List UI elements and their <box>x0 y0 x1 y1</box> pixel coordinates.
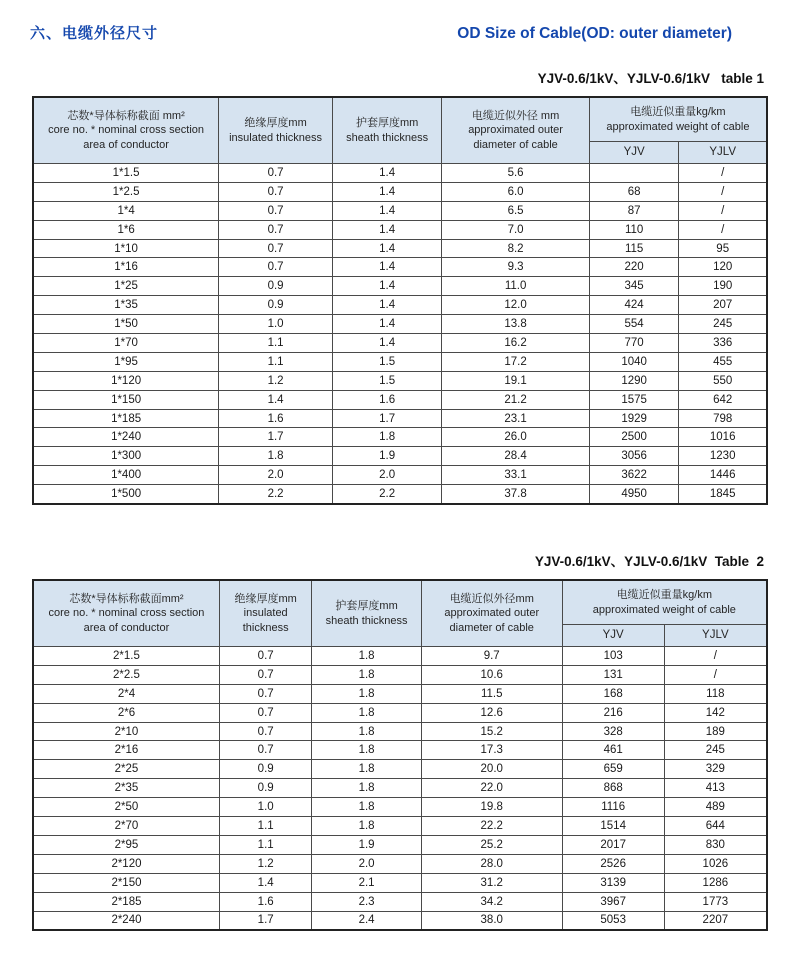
table-row <box>33 798 767 817</box>
table-cell: 1845 <box>679 485 767 504</box>
table-cell: 455 <box>679 352 767 371</box>
header-line: 芯数*导体标称截面 mm² <box>67 110 185 123</box>
table-cell: 1.9 <box>312 835 421 854</box>
table-cell: 2526 <box>562 854 664 873</box>
header-line: 电缆近似重量kg/km <box>616 589 713 602</box>
table-cell: 1.4 <box>332 220 441 239</box>
table-cell: 2.0 <box>332 466 441 485</box>
table-cell: 644 <box>664 817 767 836</box>
header-line: core no. * nominal cross section <box>48 124 205 137</box>
table-cell: 22.2 <box>421 817 562 836</box>
od-size-table-2 <box>32 579 768 931</box>
table-cell: 1.6 <box>219 409 333 428</box>
header-weight <box>562 580 767 625</box>
table-cell: 3622 <box>589 466 679 485</box>
table-cell: 7.0 <box>442 220 590 239</box>
header-line: 电缆近似外径mm <box>449 593 534 606</box>
table-row <box>33 409 767 428</box>
table-cell: 1.4 <box>332 315 441 334</box>
table-cell: 2.0 <box>312 854 421 873</box>
table-cell: 1773 <box>664 892 767 911</box>
table-cell: 328 <box>562 722 664 741</box>
table-cell: 642 <box>679 390 767 409</box>
table-cell: 0.7 <box>219 239 333 258</box>
header-line: 电缆近似外径 mm <box>471 110 560 123</box>
table-cell: 1*1.5 <box>33 164 219 183</box>
table-cell: 1.2 <box>219 854 311 873</box>
table-cell: 1.0 <box>219 315 333 334</box>
header-yjlv: YJLV <box>679 142 767 164</box>
table-cell: 1.8 <box>312 817 421 836</box>
table-cell: 19.8 <box>421 798 562 817</box>
table-cell: 2.3 <box>312 892 421 911</box>
table-cell: 1.7 <box>219 428 333 447</box>
table-cell: 1.7 <box>219 911 311 930</box>
table-cell: 13.8 <box>442 315 590 334</box>
table-cell: 19.1 <box>442 371 590 390</box>
table-cell: 1.4 <box>332 258 441 277</box>
table-cell: 0.9 <box>219 760 311 779</box>
table-cell: 345 <box>589 277 679 296</box>
table-cell: 1.8 <box>312 665 421 684</box>
table-cell: 1*120 <box>33 371 219 390</box>
table-cell: 1116 <box>562 798 664 817</box>
table-cell: 3139 <box>562 873 664 892</box>
table-cell: 28.0 <box>421 854 562 873</box>
table-cell: 2.1 <box>312 873 421 892</box>
table-cell: 0.7 <box>219 258 333 277</box>
header-weight <box>589 97 767 142</box>
table-1-caption: YJV-0.6/1kV、YJLV-0.6/1kV table 1 <box>537 71 764 86</box>
table-cell: 329 <box>664 760 767 779</box>
table-cell: 659 <box>562 760 664 779</box>
table-cell: 207 <box>679 296 767 315</box>
table-cell: 28.4 <box>442 447 590 466</box>
table-row <box>33 665 767 684</box>
table-cell: 220 <box>589 258 679 277</box>
table-cell: 1.8 <box>312 760 421 779</box>
table-row <box>33 182 767 201</box>
table-cell: 1.4 <box>332 164 441 183</box>
table-cell: 110 <box>589 220 679 239</box>
table-cell: 1*240 <box>33 428 219 447</box>
table-cell: 0.7 <box>219 665 311 684</box>
table-2-header <box>33 580 767 647</box>
table-cell: 2*35 <box>33 779 219 798</box>
table-cell: 1*500 <box>33 485 219 504</box>
header-line: core no. * nominal cross section <box>48 607 205 620</box>
table-cell: 0.7 <box>219 220 333 239</box>
table-cell: 770 <box>589 334 679 353</box>
table-cell: 1.8 <box>312 684 421 703</box>
table-cell: 2500 <box>589 428 679 447</box>
table-cell: 2*240 <box>33 911 219 930</box>
table-cell: 1*25 <box>33 277 219 296</box>
table-cell: 1*50 <box>33 315 219 334</box>
table-row <box>33 352 767 371</box>
table-cell: 830 <box>664 835 767 854</box>
table-cell: 0.7 <box>219 684 311 703</box>
header-line: diameter of cable <box>449 621 534 634</box>
table-cell: 1*4 <box>33 201 219 220</box>
table-cell: 2*10 <box>33 722 219 741</box>
table-cell: 17.3 <box>421 741 562 760</box>
table-cell: 2*2.5 <box>33 665 219 684</box>
table-cell: 1040 <box>589 352 679 371</box>
table-cell: 1.4 <box>332 334 441 353</box>
table-cell: 12.6 <box>421 703 562 722</box>
table-cell: 1286 <box>664 873 767 892</box>
page-title-english: OD Size of Cable(OD: outer diameter) <box>457 25 732 42</box>
header-line: area of conductor <box>83 138 169 151</box>
table-row <box>33 201 767 220</box>
table-row <box>33 854 767 873</box>
table-cell: 489 <box>664 798 767 817</box>
table-cell: 1.4 <box>332 239 441 258</box>
table-cell: 245 <box>679 315 767 334</box>
table-cell: 1.6 <box>332 390 441 409</box>
header-line: thickness <box>242 621 289 634</box>
table-cell: 21.2 <box>442 390 590 409</box>
table-cell: 2*50 <box>33 798 219 817</box>
table-cell: 9.7 <box>421 647 562 666</box>
table-cell: / <box>679 220 767 239</box>
table-cell: 1.8 <box>312 798 421 817</box>
table-cell: 87 <box>589 201 679 220</box>
table-cell: 1.9 <box>332 447 441 466</box>
table-cell: 103 <box>562 647 664 666</box>
table-cell: 1290 <box>589 371 679 390</box>
table-cell: 2*185 <box>33 892 219 911</box>
table-cell: 11.5 <box>421 684 562 703</box>
table-cell: 1*185 <box>33 409 219 428</box>
table-cell: 0.7 <box>219 722 311 741</box>
table-cell: 189 <box>664 722 767 741</box>
table-cell: 34.2 <box>421 892 562 911</box>
table-cell: 1.4 <box>219 390 333 409</box>
table-cell: 1446 <box>679 466 767 485</box>
table-row <box>33 835 767 854</box>
header-yjv: YJV <box>562 625 664 647</box>
header-line: approximated weight of cable <box>606 120 750 133</box>
table-cell: 1*2.5 <box>33 182 219 201</box>
table-cell: / <box>679 164 767 183</box>
table-cell: 16.2 <box>442 334 590 353</box>
table-row <box>33 466 767 485</box>
table-cell: 424 <box>589 296 679 315</box>
table-cell: 1026 <box>664 854 767 873</box>
table-row <box>33 485 767 504</box>
table-row <box>33 760 767 779</box>
table-cell: 1*16 <box>33 258 219 277</box>
table-cell: 461 <box>562 741 664 760</box>
header-line: approximated weight of cable <box>592 603 736 616</box>
header-outer-diameter <box>442 97 590 164</box>
table-cell: 1.8 <box>332 428 441 447</box>
table-cell: 3967 <box>562 892 664 911</box>
header-yjlv: YJLV <box>664 625 767 647</box>
header-line: approximated outer <box>444 607 540 620</box>
table-row <box>33 220 767 239</box>
table-cell: 0.9 <box>219 277 333 296</box>
table-cell: 20.0 <box>421 760 562 779</box>
table-cell: 95 <box>679 239 767 258</box>
table-cell: 120 <box>679 258 767 277</box>
table-cell: 1*95 <box>33 352 219 371</box>
table-cell: 2.4 <box>312 911 421 930</box>
table-cell: 4950 <box>589 485 679 504</box>
table-cell: 8.2 <box>442 239 590 258</box>
table-cell: 0.7 <box>219 164 333 183</box>
table-cell: 1.4 <box>219 873 311 892</box>
table-row <box>33 239 767 258</box>
table-row <box>33 911 767 930</box>
table-row <box>33 779 767 798</box>
table-cell: 1.5 <box>332 352 441 371</box>
table-cell: 38.0 <box>421 911 562 930</box>
table-row <box>33 258 767 277</box>
table-cell: 9.3 <box>442 258 590 277</box>
table-row <box>33 164 767 183</box>
table-row <box>33 703 767 722</box>
table-cell: 15.2 <box>421 722 562 741</box>
table-cell: 2*6 <box>33 703 219 722</box>
table-cell: 5.6 <box>442 164 590 183</box>
table-row <box>33 447 767 466</box>
table-cell: 0.7 <box>219 201 333 220</box>
table-row <box>33 892 767 911</box>
header-line: 电缆近似重量kg/km <box>630 106 726 119</box>
table-cell: 17.2 <box>442 352 590 371</box>
table-cell: 216 <box>562 703 664 722</box>
table-cell: 0.7 <box>219 741 311 760</box>
header-line: sheath thickness <box>346 131 429 144</box>
table-cell: 2*150 <box>33 873 219 892</box>
od-size-table-1 <box>32 96 768 505</box>
table-cell: 1.8 <box>312 741 421 760</box>
table-1-body <box>33 164 767 505</box>
table-cell: 1.4 <box>332 296 441 315</box>
table-row <box>33 296 767 315</box>
table-row <box>33 315 767 334</box>
table-row <box>33 684 767 703</box>
table-cell: 5053 <box>562 911 664 930</box>
header-line: 芯数*导体标称截面mm² <box>69 593 184 606</box>
table-cell: 1*400 <box>33 466 219 485</box>
table-cell: 131 <box>562 665 664 684</box>
header-core-section <box>33 97 219 164</box>
table-cell: 1.8 <box>312 779 421 798</box>
table-cell: 0.7 <box>219 647 311 666</box>
header-yjv: YJV <box>589 142 679 164</box>
table-cell: 336 <box>679 334 767 353</box>
table-cell: 1.5 <box>332 371 441 390</box>
header-line: 护套厚度mm <box>335 600 398 613</box>
table-cell: 1*70 <box>33 334 219 353</box>
table-row <box>33 371 767 390</box>
table-cell: / <box>679 201 767 220</box>
table-cell: 142 <box>664 703 767 722</box>
table-cell: 1929 <box>589 409 679 428</box>
table-cell: 37.8 <box>442 485 590 504</box>
header-core-section <box>33 580 219 647</box>
table-cell: 1.1 <box>219 334 333 353</box>
table-cell: 1.4 <box>332 182 441 201</box>
table-row <box>33 817 767 836</box>
table-cell: 554 <box>589 315 679 334</box>
table-cell: 1*6 <box>33 220 219 239</box>
table-cell: / <box>664 665 767 684</box>
page-header <box>0 0 800 43</box>
table-cell: 1*10 <box>33 239 219 258</box>
table-cell: 1.8 <box>219 447 333 466</box>
table-row <box>33 277 767 296</box>
table-cell: 31.2 <box>421 873 562 892</box>
table-cell: 0.7 <box>219 182 333 201</box>
header-outer-diameter <box>421 580 562 647</box>
table-cell: 1*35 <box>33 296 219 315</box>
table-cell: 2207 <box>664 911 767 930</box>
table-cell: 11.0 <box>442 277 590 296</box>
table-cell: 1*150 <box>33 390 219 409</box>
table-cell <box>589 164 679 183</box>
table-cell: 2017 <box>562 835 664 854</box>
table-cell: 168 <box>562 684 664 703</box>
table-cell: 118 <box>664 684 767 703</box>
table-cell: 0.9 <box>219 779 311 798</box>
header-line: area of conductor <box>83 621 170 634</box>
table-row <box>33 741 767 760</box>
table-cell: 3056 <box>589 447 679 466</box>
header-line: insulated <box>243 607 288 620</box>
table-row <box>33 390 767 409</box>
table-cell: 33.1 <box>442 466 590 485</box>
table-cell: 68 <box>589 182 679 201</box>
table-cell: 1.0 <box>219 798 311 817</box>
table-cell: 2.0 <box>219 466 333 485</box>
table-cell: 1.8 <box>312 722 421 741</box>
table-cell: 245 <box>664 741 767 760</box>
table-cell: 22.0 <box>421 779 562 798</box>
table-cell: 1.1 <box>219 352 333 371</box>
table-2-body <box>33 647 767 931</box>
table-cell: 1.7 <box>332 409 441 428</box>
table-cell: 1.8 <box>312 647 421 666</box>
table-cell: 1.4 <box>332 277 441 296</box>
header-line: 绝缘厚度mm <box>244 117 307 130</box>
table-cell: 26.0 <box>442 428 590 447</box>
table-cell: 6.0 <box>442 182 590 201</box>
header-line: sheath thickness <box>325 614 408 627</box>
table-cell: 798 <box>679 409 767 428</box>
table-cell: 190 <box>679 277 767 296</box>
table-cell: 1.1 <box>219 817 311 836</box>
table-cell: 0.7 <box>219 703 311 722</box>
table-cell: 2.2 <box>219 485 333 504</box>
table-cell: 1575 <box>589 390 679 409</box>
table-row <box>33 722 767 741</box>
table-cell: 0.9 <box>219 296 333 315</box>
table-cell: 1514 <box>562 817 664 836</box>
table-cell: 1.8 <box>312 703 421 722</box>
header-line: approximated outer <box>468 124 563 137</box>
table-cell: 550 <box>679 371 767 390</box>
table-cell: 413 <box>664 779 767 798</box>
table-cell: 2*70 <box>33 817 219 836</box>
table-row <box>33 647 767 666</box>
table-cell: 1.1 <box>219 835 311 854</box>
table-cell: 1230 <box>679 447 767 466</box>
table-cell: 10.6 <box>421 665 562 684</box>
header-insulated-thickness <box>219 97 333 164</box>
table-cell: 115 <box>589 239 679 258</box>
header-line: 绝缘厚度mm <box>234 593 297 606</box>
table-cell: 2*4 <box>33 684 219 703</box>
header-sheath-thickness <box>332 97 441 164</box>
table-cell: 2.2 <box>332 485 441 504</box>
table-1-header <box>33 97 767 164</box>
table-row <box>33 334 767 353</box>
table-row <box>33 428 767 447</box>
header-line: insulated thickness <box>229 131 323 144</box>
table-cell: 2*1.5 <box>33 647 219 666</box>
table-cell: 868 <box>562 779 664 798</box>
table-cell: / <box>679 182 767 201</box>
header-sheath-thickness <box>312 580 421 647</box>
table-cell: 1016 <box>679 428 767 447</box>
table-row <box>33 873 767 892</box>
table-cell: 1.2 <box>219 371 333 390</box>
table-cell: 6.5 <box>442 201 590 220</box>
table-cell: 2*120 <box>33 854 219 873</box>
table-cell: 25.2 <box>421 835 562 854</box>
header-line: 护套厚度mm <box>355 117 419 130</box>
table-cell: 12.0 <box>442 296 590 315</box>
table-2-caption: YJV-0.6/1kV、YJLV-0.6/1kV Table 2 <box>534 554 764 570</box>
page-title-chinese: 六、电缆外径尺寸 <box>30 25 159 42</box>
table-cell: 23.1 <box>442 409 590 428</box>
table-cell: 1*300 <box>33 447 219 466</box>
table-cell: 1.4 <box>332 201 441 220</box>
table-cell: / <box>664 647 767 666</box>
header-insulated-thickness <box>219 580 311 647</box>
table-cell: 1.6 <box>219 892 311 911</box>
table-cell: 2*25 <box>33 760 219 779</box>
table-cell: 2*95 <box>33 835 219 854</box>
table-cell: 2*16 <box>33 741 219 760</box>
header-line: diameter of cable <box>473 138 558 151</box>
